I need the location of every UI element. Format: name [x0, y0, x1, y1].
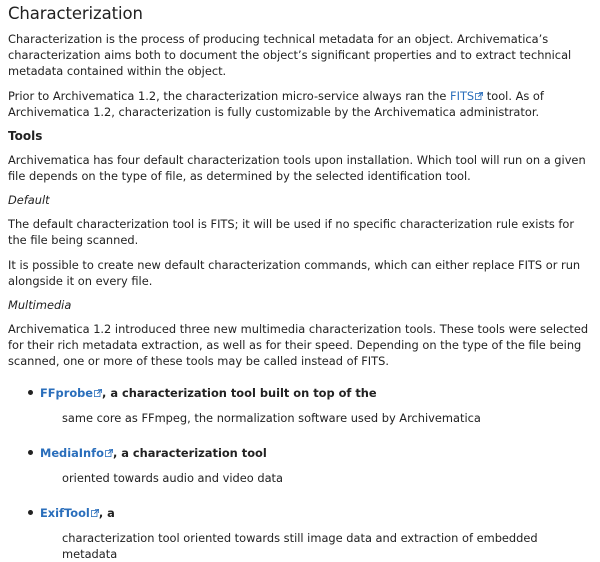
- list-item-exiftool: [8, 505, 592, 562]
- ffprobe-description: same core as FFmpeg, the normalization software used by Archivematica: [62, 411, 481, 425]
- history-text-before: Prior to Archivematica 1.2, the characterization micro-service always ran the: [8, 89, 451, 103]
- multimedia-heading: Multimedia: [8, 298, 72, 312]
- exiftool-link-label: ExifTool: [40, 506, 90, 520]
- fits-link-label: FITS: [450, 89, 475, 103]
- ffprobe-link-label: FFprobe: [40, 386, 94, 400]
- bullet-icon: [28, 390, 33, 395]
- exiftool-link[interactable]: [40, 506, 99, 520]
- list-item-mediainfo: [8, 445, 592, 486]
- default-paragraph-1: The default characterization tool is FITS; it will be used if no specific characterization rule exists for the file being scanned.: [8, 217, 575, 247]
- fits-link[interactable]: [450, 89, 483, 103]
- tool-heading-ffprobe: [40, 385, 592, 401]
- bullet-icon: [28, 450, 33, 455]
- default-paragraph-2: It is possible to create new default characterization commands, which can either replace FITS or run alongside it on every file.: [8, 258, 581, 288]
- tools-intro-paragraph: Archivematica has four default characterization tools upon installation. Which tool will run on a given file depends on the type of file, as determined by the selected identification tool.: [8, 153, 586, 183]
- history-paragraph: [8, 88, 592, 120]
- external-link-icon: [475, 92, 483, 100]
- ffprobe-heading-rest: , a characterization tool built on top of the: [102, 386, 377, 400]
- multimedia-intro-paragraph: Archivematica 1.2 introduced three new multimedia characterization tools. These tools were selected for their rich metadata extraction, as well as for their speed. Depending on the type of the file being scanned, one or more of these tools may be called instead of FITS.: [8, 322, 589, 368]
- mediainfo-link-label: MediaInfo: [40, 446, 104, 460]
- page-title: Characterization: [8, 4, 143, 23]
- bullet-icon: [28, 510, 33, 515]
- mediainfo-link[interactable]: [40, 446, 113, 460]
- external-link-icon: [91, 509, 99, 517]
- tool-heading-mediainfo: [40, 445, 592, 461]
- default-heading: Default: [8, 193, 50, 207]
- intro-paragraph: Characterization is the process of producing technical metadata for an object. Archivematica’s characterization aims both to document the object’s significant properties and to extract technical metadata contained within the object.: [8, 32, 572, 78]
- ffprobe-link[interactable]: [40, 386, 102, 400]
- external-link-icon: [94, 389, 102, 397]
- multimedia-tools-list: [8, 385, 592, 562]
- mediainfo-description: oriented towards audio and video data: [62, 471, 283, 485]
- external-link-icon: [105, 449, 113, 457]
- mediainfo-heading-rest: , a characterization tool: [112, 446, 267, 460]
- tool-heading-exiftool: [40, 505, 592, 521]
- exiftool-description: characterization tool oriented towards still image data and extraction of embedded metadata: [62, 531, 538, 561]
- exiftool-heading-rest: , a: [98, 506, 115, 520]
- tools-heading: Tools: [8, 129, 43, 143]
- list-item-ffprobe: [8, 385, 592, 426]
- history-text-after: tool. As of Archivematica 1.2, characterization is fully customizable by the Archivematica administrator.: [8, 89, 544, 119]
